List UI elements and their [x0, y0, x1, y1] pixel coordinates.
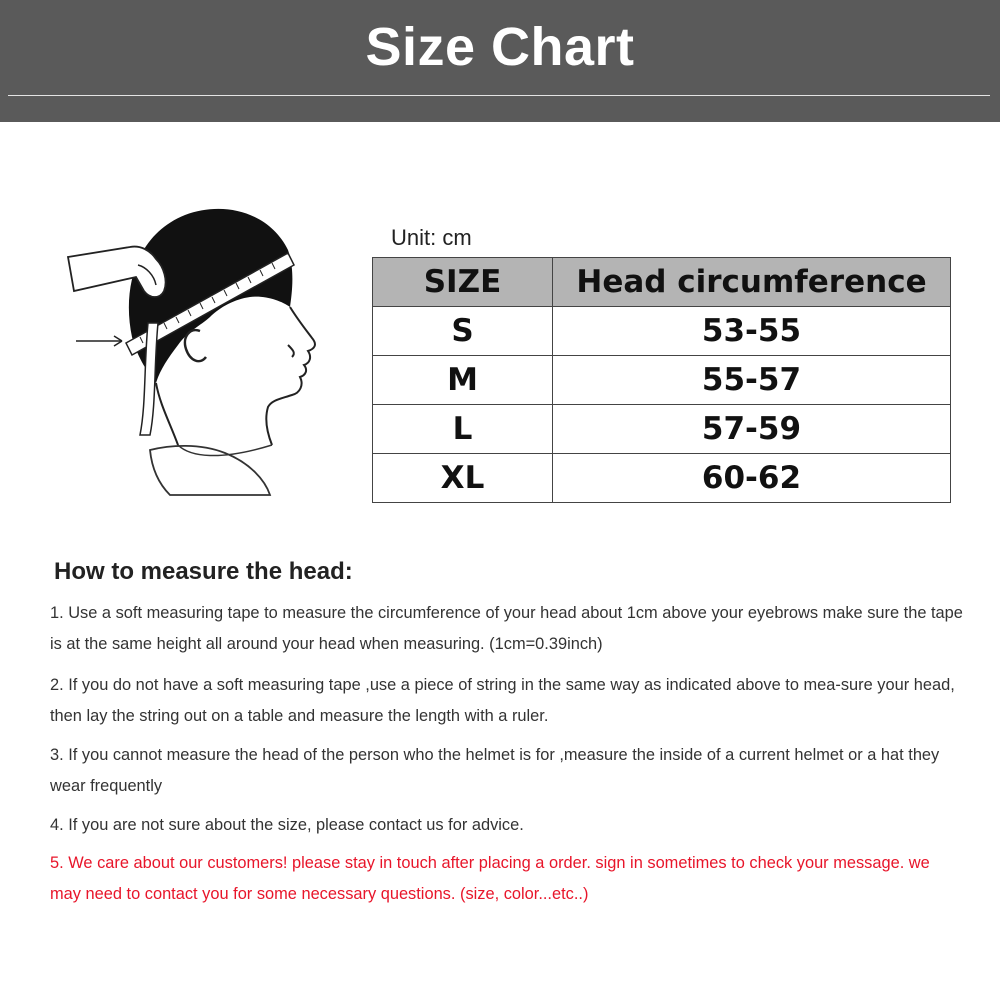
header-divider: [8, 95, 990, 96]
measure-step-2: 2. If you do not have a soft measuring tape ,use a piece of string in the same way as indicated above to mea-sure your head, then lay the string out on a table and measure the length with a ruler.: [50, 676, 955, 725]
back-neck: [156, 383, 178, 445]
size-column-header: SIZE: [373, 258, 553, 307]
measure-step-1: 1. Use a soft measuring tape to measure the circumference of your head about 1cm above your eyebrows make sure the tape is at the same height all around your head when measuring. (1cm=0.39inch): [50, 604, 963, 653]
collar-outline: [150, 446, 270, 495]
header-banner: [0, 0, 1000, 122]
page-title: Size Chart: [365, 17, 635, 77]
measure-step-4: 4. If you are not sure about the size, please contact us for advice.: [50, 816, 524, 834]
circumference-cell: 57-59: [553, 405, 951, 454]
table-header-row: [373, 258, 951, 307]
head-circumference-column-header: Head circumference: [553, 258, 951, 307]
table-row: [373, 405, 951, 454]
measure-guide-title: How to measure the head:: [54, 558, 353, 585]
size-cell: M: [373, 356, 553, 405]
face-outline: [266, 307, 315, 445]
head-measuring-illustration-icon: [60, 195, 330, 500]
size-cell: L: [373, 405, 553, 454]
circumference-cell: 55-57: [553, 356, 951, 405]
ear-shape: [185, 330, 206, 361]
hand-outline: [68, 247, 166, 297]
size-cell: S: [373, 307, 553, 356]
circumference-cell: 60-62: [553, 454, 951, 503]
table-row: [373, 356, 951, 405]
customer-care-note: 5. We care about our customers! please stay in touch after placing a order. sign in sometimes to check your message. we may need to contact you for some necessary questions. (size, color...etc..): [50, 854, 930, 903]
size-cell: XL: [373, 454, 553, 503]
circumference-cell: 53-55: [553, 307, 951, 356]
unit-label: Unit: cm: [391, 225, 472, 250]
measure-step-3: 3. If you cannot measure the head of the person who the helmet is for ,measure the inside of a current helmet or a hat they wear frequently: [50, 746, 940, 795]
table-row: [373, 307, 951, 356]
size-chart-table: [372, 257, 951, 503]
table-row: [373, 454, 951, 503]
nose-detail: [288, 345, 294, 357]
